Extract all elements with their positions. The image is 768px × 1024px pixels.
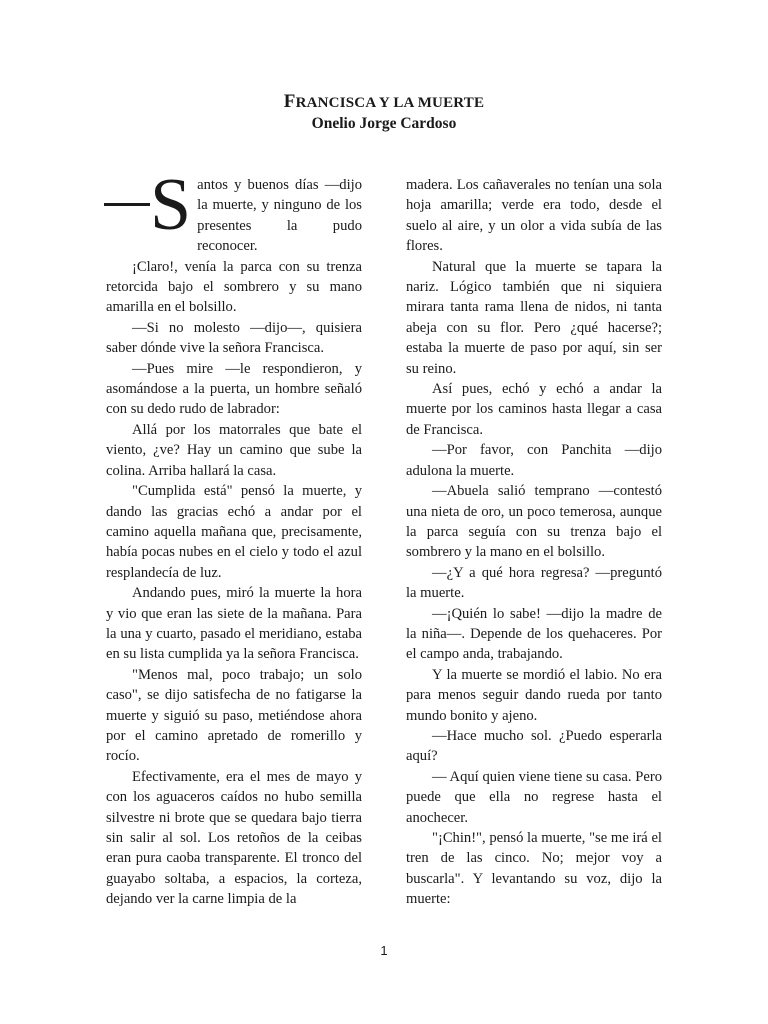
right-column bbox=[406, 175, 662, 910]
title-initial: F bbox=[283, 91, 296, 112]
paragraph: Y la muerte se mordió el labio. No era para menos seguir dando rueda por tanto mundo bonito y ajeno. bbox=[406, 666, 662, 724]
paragraph: Así pues, echó y echó a andar la muerte por los caminos hasta llegar a casa de Francisca. bbox=[406, 381, 662, 438]
paragraph: Allá por los matorrales que bate el viento, ¿ve? Hay un camino que sube la colina. Arriba hallará la casa. bbox=[106, 421, 362, 479]
paragraph: Natural que la muerte se tapara la nariz. Lógico también que ni siquiera mirara tanta rama llena de nidos, ni tanta abeja con su flor. Pero ¿qué hacerse?; estaba la muerte de paso por aquí, sin ser su reino. bbox=[406, 258, 662, 377]
paragraph: Efectivamente, era el mes de mayo y con los aguaceros caídos no hubo semilla silvestre ni brote que se quedara bajo tierra sin salir al sol. Los retoños de la ceibas eran pura caoba transparente. El tronco del guayabo soltaba, a espacios, la corteza, dejando ver la carne limpia de la bbox=[106, 768, 362, 908]
em-dash-mark bbox=[104, 203, 150, 206]
paragraph: madera. Los cañaverales no tenían una sola hoja amarilla; verde era todo, desde el suelo al aire, y un olor a vida subía de las flores. bbox=[406, 177, 662, 255]
paragraph: —Abuela salió temprano —contestó una nieta de oro, un poco temerosa, aunque la parca seguía con su trenza bajo el sombrero y la mano en el bolsillo. bbox=[406, 483, 662, 561]
paragraph: —Si no molesto —dijo—, quisiera saber dónde vive la señora Francisca. bbox=[106, 319, 362, 357]
paragraph: — Aquí quien viene tiene su casa. Pero puede que ella no regrese hasta el anochecer. bbox=[406, 768, 662, 826]
paragraph: "Menos mal, poco trabajo; un solo caso", se dijo satisfecha de no fatigarse la muerte y siguió su paso, metiéndose ahora por el camino apretado de romerillo y rocío. bbox=[106, 666, 362, 765]
story-title bbox=[0, 92, 768, 113]
page-number: 1 bbox=[380, 943, 388, 958]
paragraph: ¡Claro!, venía la parca con su trenza retorcida bajo el sombrero y su mano amarilla en el bolsillo. bbox=[106, 258, 362, 316]
paragraph: —Hace mucho sol. ¿Puedo esperarla aquí? bbox=[406, 727, 662, 765]
left-column bbox=[106, 164, 362, 910]
title-rest: RANCISCA Y LA MUERTE bbox=[295, 95, 485, 111]
paragraph: "Cumplida está" pensó la muerte, y dando las gracias echó a andar por el camino aquella mañana que, precisamente, había pocas nubes en el cielo y todo el azul resplandecía de luz. bbox=[106, 483, 362, 581]
paragraph: —¿Y a qué hora regresa? —preguntó la muerte. bbox=[406, 564, 662, 602]
paragraph: antos y buenos días —dijo la muerte, y ninguno de los presentes la pudo reconocer. bbox=[197, 177, 362, 255]
paragraph: —Por favor, con Panchita —dijo adulona la muerte. bbox=[406, 442, 662, 479]
author-name: Onelio Jorge Cardoso bbox=[311, 115, 457, 132]
paragraph: "¡Chin!", pensó la muerte, "se me irá el tren de las cinco. No; mejor voy a buscarla". Y levantando su voz, dijo la muerte: bbox=[406, 830, 662, 908]
paragraph: —Pues mire —le respondieron, y asomándose a la puerta, un hombre señaló con su dedo rudo de labrador: bbox=[106, 360, 362, 418]
paragraph: Andando pues, miró la muerte la hora y vio que eran las siete de la mañana. Para la una y cuarto, pasado el meridiano, estaba en su lista cumplida ya la señora Francisca. bbox=[106, 585, 362, 663]
drop-cap: S bbox=[150, 164, 192, 246]
opening-paragraph bbox=[106, 164, 362, 257]
paragraph: —¡Quién lo sabe! —dijo la madre de la niña—. Depende de los quehaceres. Por el campo anda, trabajando. bbox=[406, 605, 662, 663]
